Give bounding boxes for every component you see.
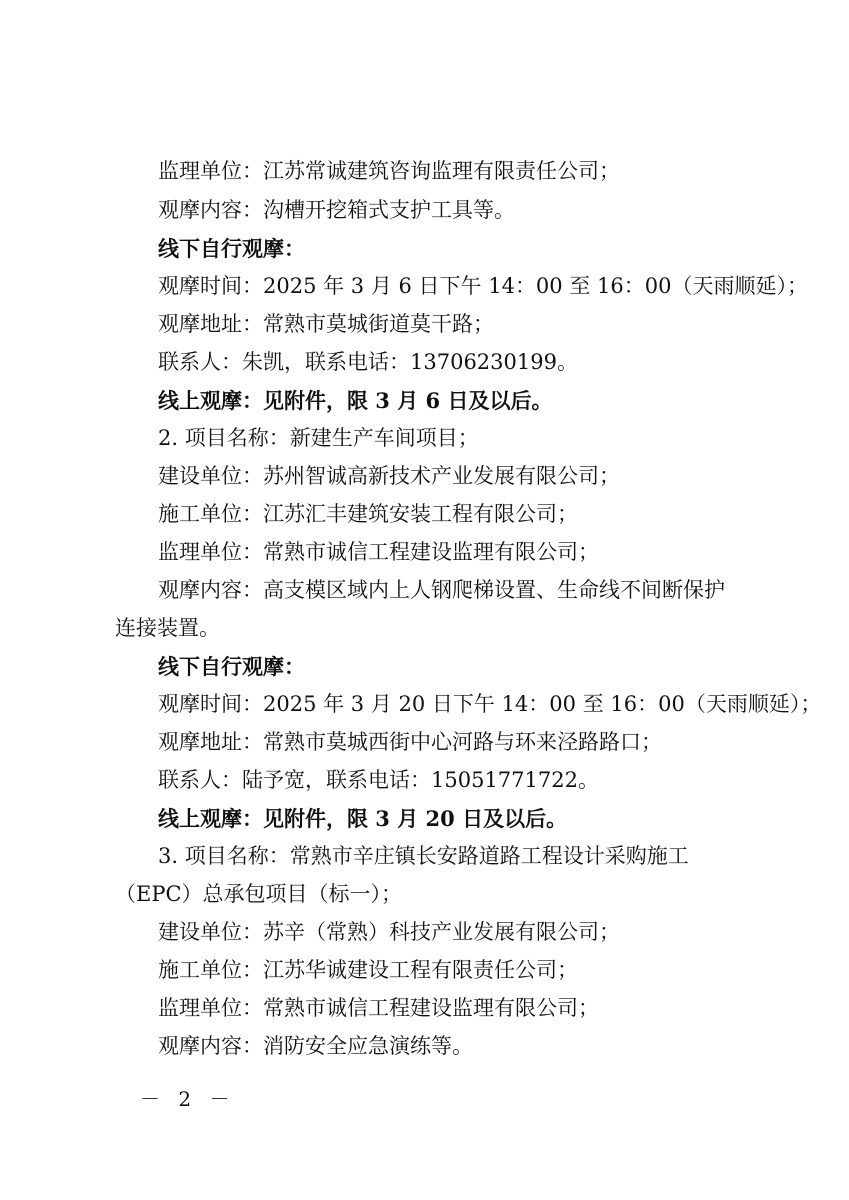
heading-offline-visit-2: 线下自行观摩： bbox=[158, 654, 305, 679]
paragraph-address-2: 观摩地址：常熟市莫城西街中心河路与环来泾路路口； bbox=[158, 730, 662, 754]
paragraph-contractor-3: 施工单位：江苏华诚建设工程有限责任公司； bbox=[158, 958, 578, 982]
paragraph-project-2-name: 2. 项目名称：新建生产车间项目； bbox=[158, 426, 479, 450]
paragraph-contact-1: 联系人：朱凯，联系电话：13706230199。 bbox=[158, 350, 578, 374]
paragraph-content-3: 观摩内容：消防安全应急演练等。 bbox=[158, 1034, 473, 1058]
heading-online-visit-2: 线上观摩：见附件，限 3 月 20 日及以后。 bbox=[158, 806, 568, 831]
paragraph-address-1: 观摩地址：常熟市莫城街道莫干路； bbox=[158, 312, 494, 336]
paragraph-builder-2: 建设单位：苏州智诚高新技术产业发展有限公司； bbox=[158, 464, 620, 488]
page-number: － 2 － bbox=[140, 1087, 236, 1111]
paragraph-time-2: 观摩时间：2025 年 3 月 20 日下午 14：00 至 16：00（天雨顺延）； bbox=[158, 692, 822, 716]
paragraph-time-1: 观摩时间：2025 年 3 月 6 日下午 14：00 至 16：00（天雨顺延）； bbox=[158, 274, 808, 298]
paragraph-project-3-name: 3. 项目名称：常熟市辛庄镇长安路道路工程设计采购施工（EPC）总承包项目（标一）； bbox=[115, 844, 689, 906]
paragraph-supervisor-2: 监理单位：常熟市诚信工程建设监理有限公司； bbox=[158, 540, 599, 564]
heading-online-visit-1: 线上观摩：见附件，限 3 月 6 日及以后。 bbox=[158, 388, 553, 413]
paragraph-contact-2: 联系人：陆予宽，联系电话：15051771722。 bbox=[158, 768, 599, 792]
paragraph-builder-3: 建设单位：苏辛（常熟）科技产业发展有限公司； bbox=[158, 920, 620, 944]
paragraph-contractor-2: 施工单位：江苏汇丰建筑安装工程有限公司； bbox=[158, 502, 578, 526]
paragraph-content-1: 观摩内容：沟槽开挖箱式支护工具等。 bbox=[158, 198, 515, 222]
paragraph-content-2: 观摩内容：高支模区域内上人钢爬梯设置、生命线不间断保护连接装置。 bbox=[115, 578, 725, 640]
heading-offline-visit-1: 线下自行观摩： bbox=[158, 236, 305, 261]
paragraph-supervisor-3: 监理单位：常熟市诚信工程建设监理有限公司； bbox=[158, 996, 599, 1020]
paragraph-supervisor-1: 监理单位：江苏常诚建筑咨询监理有限责任公司； bbox=[158, 159, 620, 183]
